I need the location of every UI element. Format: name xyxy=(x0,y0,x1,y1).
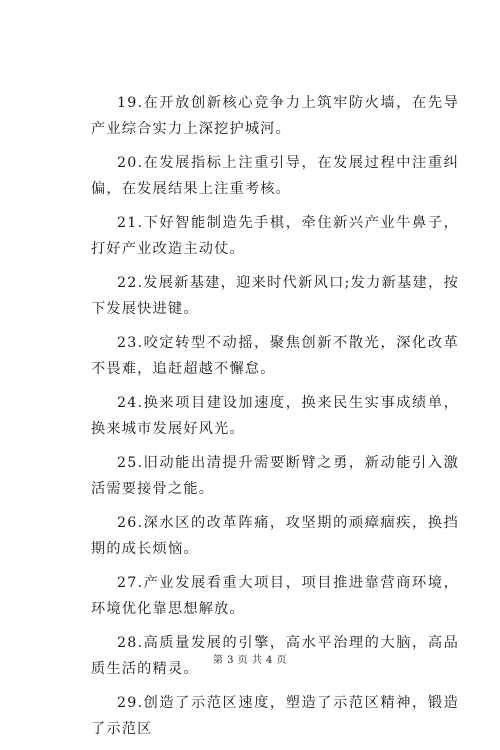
paragraph-29: 29.创造了示范区速度，塑造了示范区精神，锻造了示范区 xyxy=(91,695,459,737)
paragraph-23: 23.咬定转型不动摇，聚焦创新不散光，深化改革不畏难，追赶超越不懈怠。 xyxy=(91,335,459,377)
page-number-footer: 第 3 页 共 4 页 xyxy=(212,655,288,666)
paragraph-27: 27.产业发展看重大项目，项目推进靠营商环境，环境优化靠思想解放。 xyxy=(91,575,459,617)
paragraph-24: 24.换来项目建设加速度，换来民生实事成绩单，换来城市发展好风光。 xyxy=(91,395,459,437)
paragraph-25: 25.旧动能出清提升需要断臂之勇，新动能引入激活需要接骨之能。 xyxy=(91,455,459,497)
paragraph-20: 20.在发展指标上注重引导，在发展过程中注重纠偏，在发展结果上注重考核。 xyxy=(91,155,459,197)
paragraph-28: 28.高质量发展的引擎，高水平治理的大脑，高品质生活的精灵。 xyxy=(91,635,459,677)
paragraph-21: 21.下好智能制造先手棋，牵住新兴产业牛鼻子，打好产业改造主动仗。 xyxy=(91,215,459,257)
paragraph-26: 26.深水区的改革阵痛，攻坚期的顽瘴痼疾，换挡期的成长烦恼。 xyxy=(91,515,459,557)
paragraph-19: 19.在开放创新核心竞争力上筑牢防火墙，在先导产业综合实力上深挖护城河。 xyxy=(91,95,459,137)
paragraph-22: 22.发展新基建，迎来时代新风口;发力新基建，按下发展快进键。 xyxy=(91,275,459,317)
